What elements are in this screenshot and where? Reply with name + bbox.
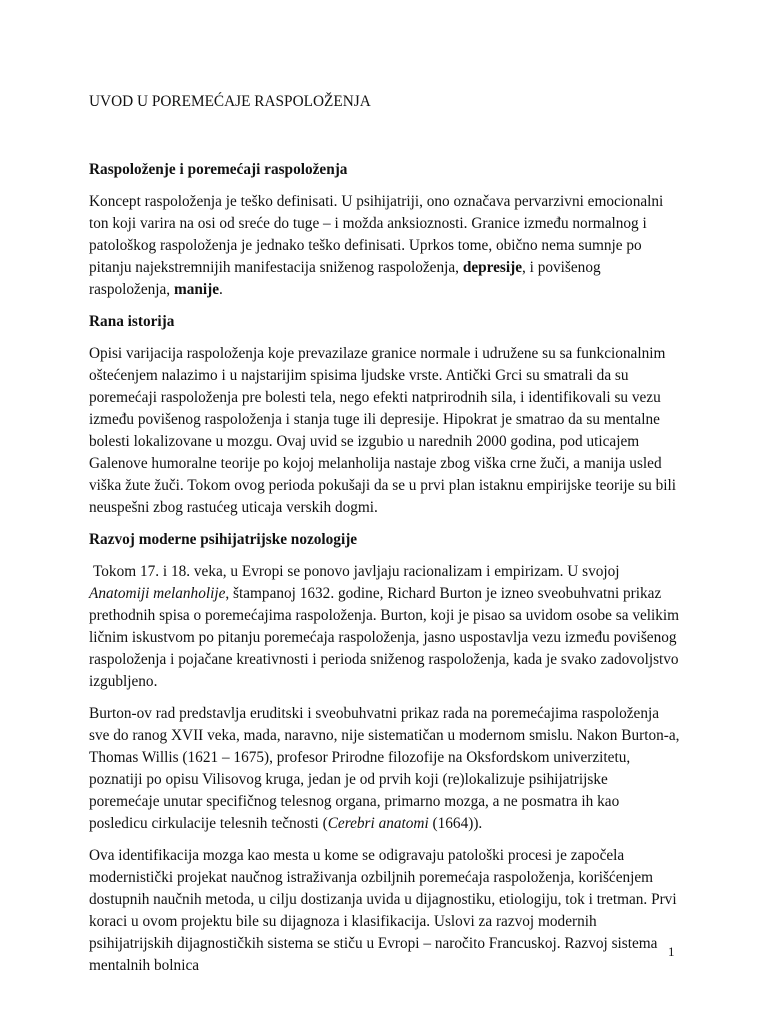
text-run: Koncept raspoloženja je teško definisati. U psihijatriji, ono označava pervarzivni emocionalni ton koji varira na osi od sreće do tuge – i možda anksioznosti. Granice između normalnog i patološkog raspoloženja je jednako teško definisati. Uprkos tome, obično nema sumnje po pitanju najekstremnijih manifestacija sniženog raspoloženja, [89, 193, 664, 276]
paragraph-mood-definition [89, 191, 681, 301]
bold-term-depression: depresije [462, 259, 523, 276]
text-run: . [219, 281, 223, 298]
paragraph-early-history: Opisi varijacija raspoloženja koje prevazilaze granice normale i udružene su sa funkcionalnim oštećenjem nalazimo i u najstarijim spisima ljudske vrste. Antički Grci su smatrali da su poremećaji raspoloženja pre bolesti tela, nego efekti natprirodnih sila, i identifikovali su vezu između povišenog raspoloženja i stanja tuge ili depresije. Hipokrat je smatrao da su mentalne bolesti lokalizovane u mozgu. Ovaj uvid se izgubio u narednih 2000 godina, pod uticajem Galenove humoralne teorije po kojoj melanholija nastaje zbog viška crne žuči, a manija usled viška žute žuči. Tokom ovog perioda pokušaji da se u prvi plan istaknu empirijske teorije su bili neuspešni zbog rastućeg uticaja verskih dogmi. [89, 345, 677, 516]
italic-title-cerebri: Cerebri anatomi [327, 815, 429, 832]
section-heading-modern-nosology: Razvoj moderne psihijatrijske nozologije [89, 531, 358, 548]
text-run: Tokom 17. i 18. veka, u Evropi se ponovo javljaju racionalizam i empirizam. U svojoj [93, 563, 620, 580]
document-page [89, 91, 681, 987]
bold-term-mania: manije [173, 281, 219, 298]
text-run: (1664)). [428, 815, 483, 832]
section-heading-mood: Raspoloženje i poremećaji raspoloženja [89, 161, 348, 178]
text-run: Burton-ov rad predstavlja eruditski i sveobuhvatni prikaz rada na poremećajima raspoloženja sve do ranog XVII veka, mada, naravno, nije sistematičan u modernom smislu. Nakon Burton-a, Thomas Willis (1621 – 1675), profesor Prirodne filozofije na Oksfordskom univerzitetu, poznatiji po opisu Vilisovog kruga, jedan je od prvih koji (re)lokalizuje psihijatrijske poremećaje unutar specifičnog telesnog organa, primarno mozga, a ne posmatra ih kao posledicu cirkulacije telesnih tečnosti ( [89, 705, 680, 832]
italic-title-anatomiji: Anatomiji melanholije [89, 585, 226, 602]
page-number: 1 [668, 944, 675, 959]
paragraph-brain-identification: Ova identifikacija mozga kao mesta u kome se odigravaju patološki procesi je započela modernistički projekat naučnog istraživanja ozbiljnih poremećaja raspoloženja, korišćenjem dostupnih naučnih metoda, u cilju dostizanja uvida u dijagnostiku, etiologiju, tok i tretman. Prvi koraci u ovom projektu bile su dijagnoza i klasifikacija. Uslovi za razvoj modernih psihijatrijskih dijagnostičkih sistema se stiču u Evropi – naročito Francuskoj. Razvoj sistema mentalnih bolnica [89, 847, 677, 974]
text-run: , štampanoj 1632. godine, Richard Burton je izneo sveobuhvatni prikaz prethodnih spisa o poremećajima raspoloženja. Burton, koji je pisao sa uvidom osobe sa velikim ličnim iskustvom po pitanju poremećaja raspoloženja, jasno uspostavlja vezu između povišenog raspoloženja i pojačane kreativnosti i perioda sniženog raspoloženja, kada je svako zadovoljstvo izgubljeno. [89, 585, 680, 690]
document-title: UVOD U POREMEĆAJE RASPOLOŽENJA [89, 93, 371, 110]
text-run: , i povišenog raspoloženja, [89, 259, 601, 298]
section-heading-early-history: Rana istorija [89, 313, 175, 330]
paragraph-burton-anatomy [89, 561, 681, 693]
paragraph-burton-willis [89, 703, 681, 835]
